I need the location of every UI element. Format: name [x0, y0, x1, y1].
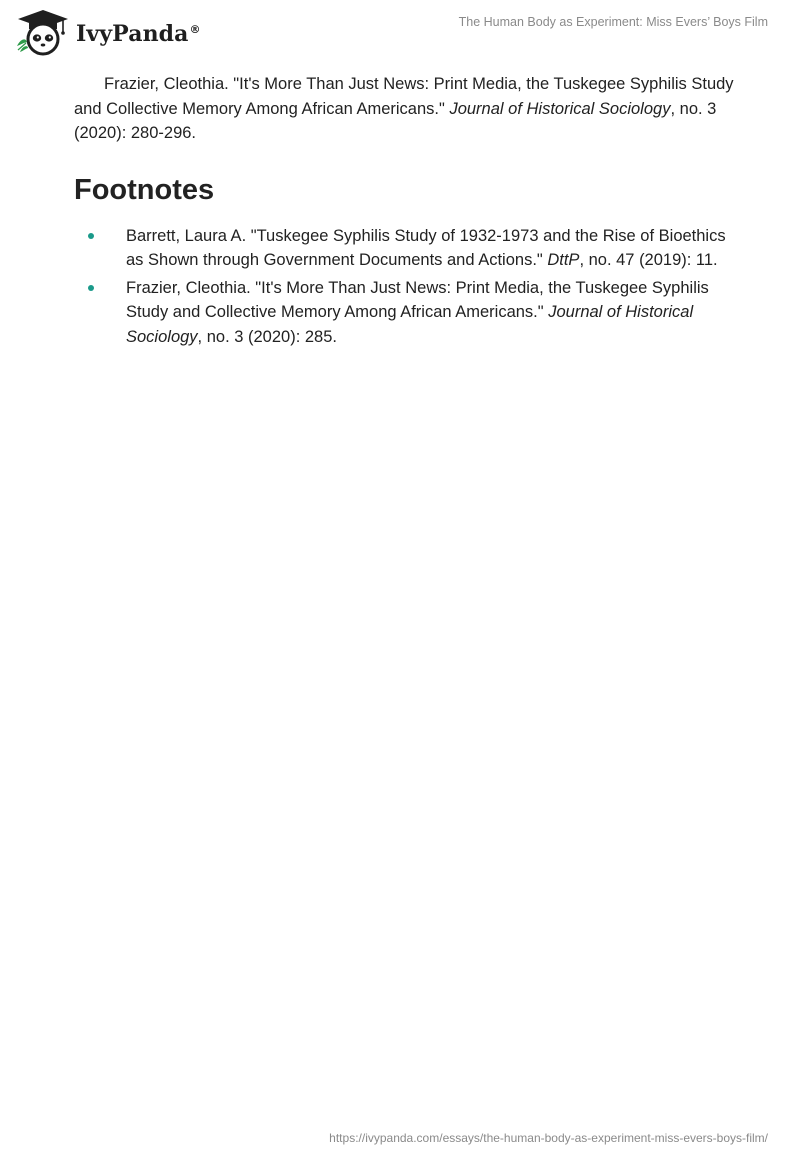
footnote-journal: Journal of Historical Sociology	[126, 303, 694, 346]
reference-citation: , no. 3 (2020): 280-296.	[74, 99, 717, 142]
reference-journal: Journal of Historical Sociology	[449, 99, 671, 118]
footnote-text: Frazier, Cleothia. "It's More Than Just News: Print Media, the Tuskegee Syphilis Study and Collective Memory Among African Americans."	[126, 278, 709, 321]
reference-entry	[74, 72, 734, 146]
footnote-item	[74, 276, 734, 350]
document-body	[74, 72, 734, 352]
footnote-item	[74, 224, 734, 273]
footnotes-list	[74, 224, 734, 350]
footnote-citation: , no. 3 (2020): 285.	[197, 327, 337, 346]
footnote-text: Barrett, Laura A. "Tuskegee Syphilis Study of 1932-1973 and the Rise of Bioethics as Shown through Government Documents and Actions."	[126, 226, 726, 269]
page-header	[0, 0, 800, 60]
footer-url-link[interactable]: https://ivypanda.com/essays/the-human-body-as-experiment-miss-evers-boys-film/	[329, 1131, 768, 1145]
footnotes-heading: Footnotes	[74, 173, 215, 206]
ivypanda-logo[interactable]	[14, 8, 201, 56]
bullet-icon	[88, 285, 94, 291]
running-title: The Human Body as Experiment: Miss Evers’ Boys Film	[458, 15, 768, 29]
footnote-citation: , no. 47 (2019): 11.	[579, 251, 718, 269]
reference-text: Frazier, Cleothia. "It's More Than Just News: Print Media, the Tuskegee Syphilis Study and Collective Memory Among African Americans."	[74, 75, 734, 118]
logo-text: IvyPanda®	[76, 21, 201, 47]
footnote-journal: DttP	[547, 251, 580, 269]
registered-mark: ®	[189, 22, 201, 36]
panda-graduate-icon	[14, 8, 72, 56]
bullet-icon	[88, 233, 94, 239]
